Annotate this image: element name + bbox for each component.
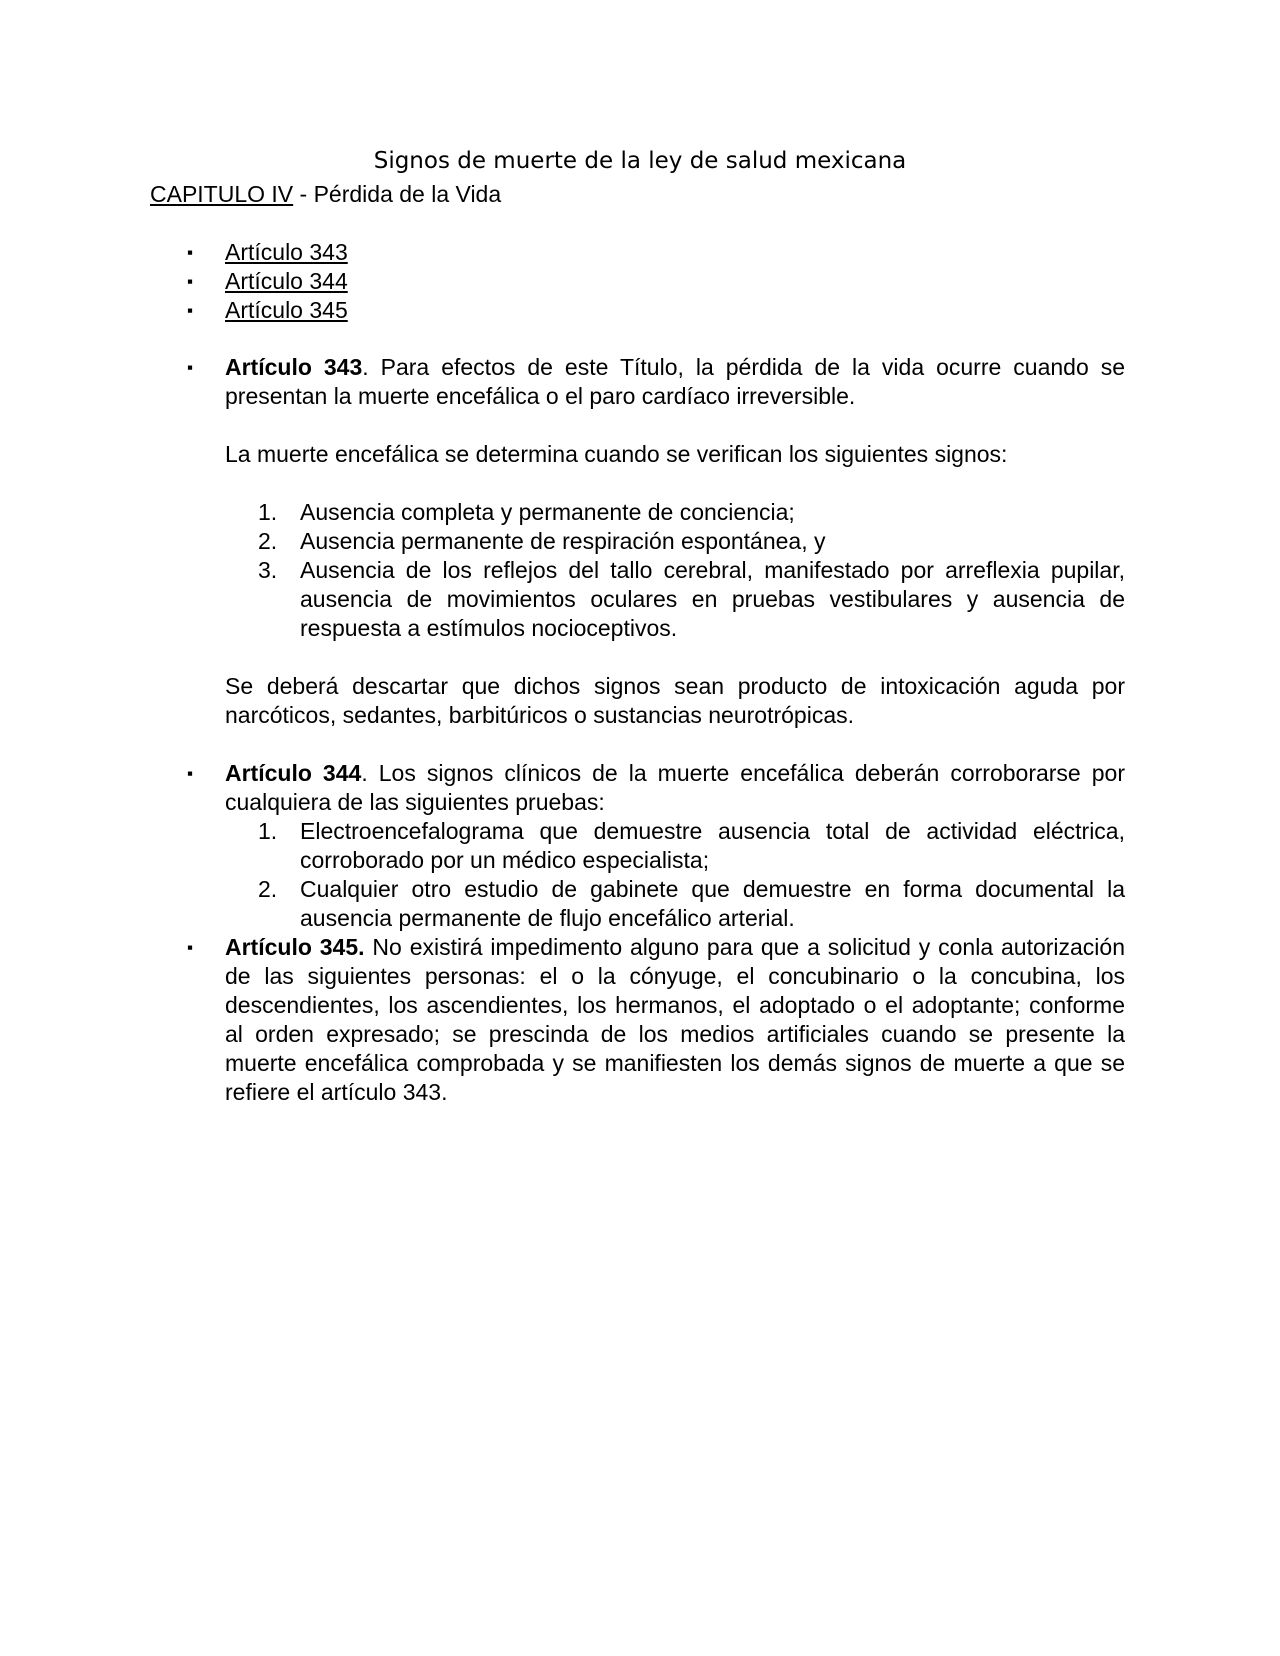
bullet-icon: ▪ (187, 764, 194, 783)
article-344-label: Artículo 344 (225, 760, 362, 786)
article-345-label: Artículo 345. (225, 934, 365, 960)
toc-item (150, 238, 1125, 267)
article-343-label: Artículo 343 (225, 354, 363, 380)
chapter-suffix: - Pérdida de la Vida (293, 181, 502, 207)
list-item-text: Electroencefalograma que demuestre ausencia total de actividad eléctrica, corroborado por un médico especialista; (300, 818, 1125, 873)
chapter-heading (150, 180, 501, 209)
article-343-text: . Para efectos de este Título, la pérdida de la vida ocurre cuando se presentan la muerte encefálica o el paro cardíaco irreversible. (225, 354, 1126, 409)
article-345-body (225, 933, 1125, 1107)
article-343 (150, 353, 1125, 498)
article-345 (150, 933, 1125, 1107)
list-item-text: Cualquier otro estudio de gabinete que demuestre en forma documental la ausencia permanente de flujo encefálico arterial. (300, 876, 1125, 931)
bullet-icon: ▪ (187, 938, 194, 957)
article-345-text: No existirá impedimento alguno para que a solicitud y conla autorización de las siguientes personas: el o la cónyuge, el concubinario o la concubina, los descendientes, los ascendientes, los hermanos, el adoptado o el adoptante; conforme al orden expresado; se prescinda de los medios artificiales cuando se presente la muerte encefálica comprobada y se manifiesten los demás signos de muerte a que se refiere el artículo 343. (225, 934, 1126, 1105)
list-number: 2. (258, 876, 278, 902)
list-item (150, 875, 1125, 933)
toc-link-343[interactable]: Artículo 343 (225, 239, 348, 265)
list-item (150, 498, 1125, 527)
bullet-icon: ▪ (187, 243, 194, 262)
article-343-intro (225, 353, 1125, 411)
list-item-text: Ausencia de los reflejos del tallo cerebral, manifestado por arreflexia pupilar, ausencia de movimientos oculares en pruebas vestibulares y ausencia de respuesta a estímulos nocioceptivos. (300, 557, 1125, 641)
articles-section (150, 353, 1125, 1107)
article-344-intro (225, 759, 1125, 817)
article-343-para: Se deberá descartar que dichos signos sean producto de intoxicación aguda por narcóticos, sedantes, barbitúricos o sustancias neurotrópicas. (225, 673, 1125, 728)
list-item (150, 527, 1125, 556)
article-344-tests-list (150, 817, 1125, 933)
chapter-link[interactable]: CAPITULO IV (150, 181, 294, 207)
article-344-text: . Los signos clínicos de la muerte encefálica deberán corroborarse por cualquiera de las siguientes pruebas: (225, 760, 1125, 815)
bullet-icon: ▪ (187, 301, 194, 320)
article-344 (150, 759, 1125, 817)
toc-link-345[interactable]: Artículo 345 (225, 297, 348, 323)
list-item (150, 817, 1125, 875)
table-of-contents (150, 238, 1125, 325)
article-343-signs-list (150, 498, 1125, 643)
list-item-text: Ausencia completa y permanente de conciencia; (300, 499, 795, 525)
toc-item (150, 267, 1125, 296)
list-number: 2. (258, 528, 278, 554)
bullet-icon: ▪ (187, 358, 194, 377)
list-number: 1. (258, 818, 278, 844)
article-343-closing (150, 672, 1125, 759)
list-number: 1. (258, 499, 278, 525)
toc-item (150, 296, 1125, 325)
bullet-icon: ▪ (187, 272, 194, 291)
list-item (150, 556, 1125, 643)
page-title: Signos de muerte de la ley de salud mexicana (373, 148, 907, 174)
toc-link-344[interactable]: Artículo 344 (225, 268, 348, 294)
list-number: 3. (258, 557, 278, 583)
article-343-para: La muerte encefálica se determina cuando se verifican los siguientes signos: (225, 441, 1008, 467)
list-item-text: Ausencia permanente de respiración espontánea, y (300, 528, 826, 554)
